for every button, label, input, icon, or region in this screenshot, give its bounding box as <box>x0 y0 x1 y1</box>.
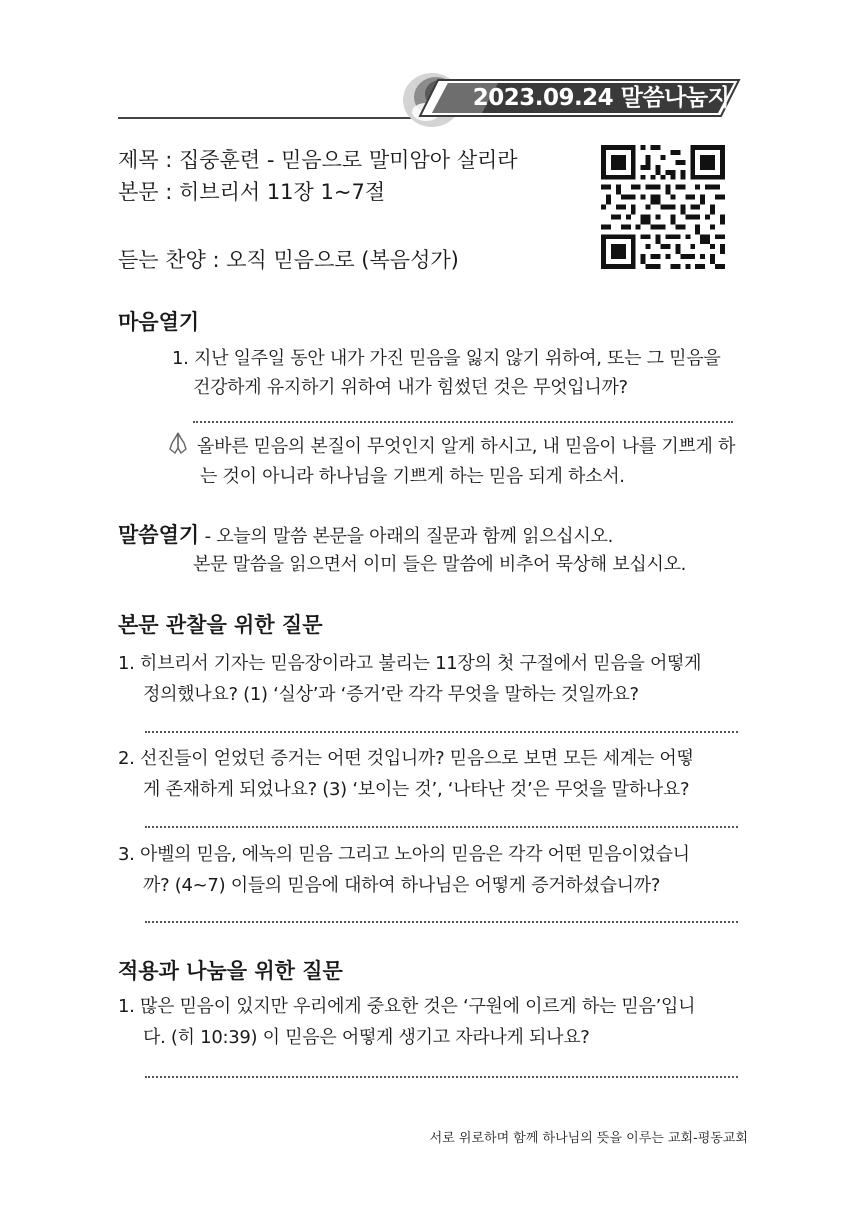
qr-code <box>601 145 725 269</box>
hymn-line: 듣는 찬양 : 오직 믿음으로 (복음성가) <box>118 248 459 272</box>
opening-question-line: 건강하게 유지하기 위하여 내가 힘썼던 것은 무엇입니까? <box>193 377 628 398</box>
answer-line <box>193 421 733 423</box>
word-instruction: - 오늘의 말씀 본문을 아래의 질문과 함께 읽으십시오. <box>199 526 613 547</box>
word-heading: 말씀열기 <box>118 523 200 547</box>
footer-motto: 서로 위로하며 함께 하나님의 뜻을 이루는 교회-평동교회 <box>429 1131 748 1146</box>
answer-line <box>145 826 738 828</box>
opening-question-line: 1. 지난 일주일 동안 내가 가진 믿음을 잃지 않기 위하여, 또는 그 믿음을 <box>172 348 721 369</box>
sermon-passage: 본문 : 히브리서 11장 1~7절 <box>118 180 386 204</box>
praying-hands-icon <box>167 431 189 455</box>
application-heading: 적용과 나눔을 위한 질문 <box>118 959 343 983</box>
bulletin-title: 2023.09.24 말씀나눔지 <box>472 85 730 111</box>
question-line: 1. 히브리서 기자는 믿음장이라고 불리는 11장의 첫 구절에서 믿음을 어떻게 <box>118 653 702 674</box>
prayer-line: 올바른 믿음의 본질이 무엇인지 알게 하시고, 내 믿음이 나를 기쁘게 하 <box>197 436 736 457</box>
answer-line <box>145 921 738 923</box>
prayer-line: 는 것이 아니라 하나님을 기쁘게 하는 믿음 되게 하소서. <box>200 466 625 487</box>
observation-heading: 본문 관찰을 위한 질문 <box>118 613 323 637</box>
answer-line <box>145 731 738 733</box>
answer-line <box>145 1076 738 1078</box>
question-line: 게 존재하게 되었나요? (3) ‘보이는 것’, ‘나타난 것’은 무엇을 말하나요? <box>143 779 690 800</box>
question-line: 1. 많은 믿음이 있지만 우리에게 중요한 것은 ‘구원에 이르게 하는 믿음’입니 <box>118 996 696 1017</box>
question-line: 정의했나요? (1) ‘실상’과 ‘증거’란 각각 무엇을 말하는 것일까요? <box>143 684 639 705</box>
question-line: 2. 선진들이 얻었던 증거는 어떤 것입니까? 믿음으로 보면 모든 세계는 어떻 <box>118 748 694 769</box>
word-instruction: 본문 말씀을 읽으면서 이미 들은 말씀에 비추어 묵상해 보십시오. <box>193 554 687 575</box>
sermon-title: 제목 : 집중훈련 - 믿음으로 말미암아 살리라 <box>118 148 518 172</box>
question-line: 다. (히 10:39) 이 믿음은 어떻게 생기고 자라나게 되나요? <box>143 1027 590 1048</box>
opening-heading: 마음열기 <box>118 310 200 334</box>
question-line: 까? (4~7) 이들의 믿음에 대하여 하나님은 어떻게 증거하셨습니까? <box>143 875 661 896</box>
question-line: 3. 아벨의 믿음, 에녹의 믿음 그리고 노아의 믿음은 각각 어떤 믿음이었습니 <box>118 844 690 865</box>
word-opening-line <box>118 519 613 552</box>
